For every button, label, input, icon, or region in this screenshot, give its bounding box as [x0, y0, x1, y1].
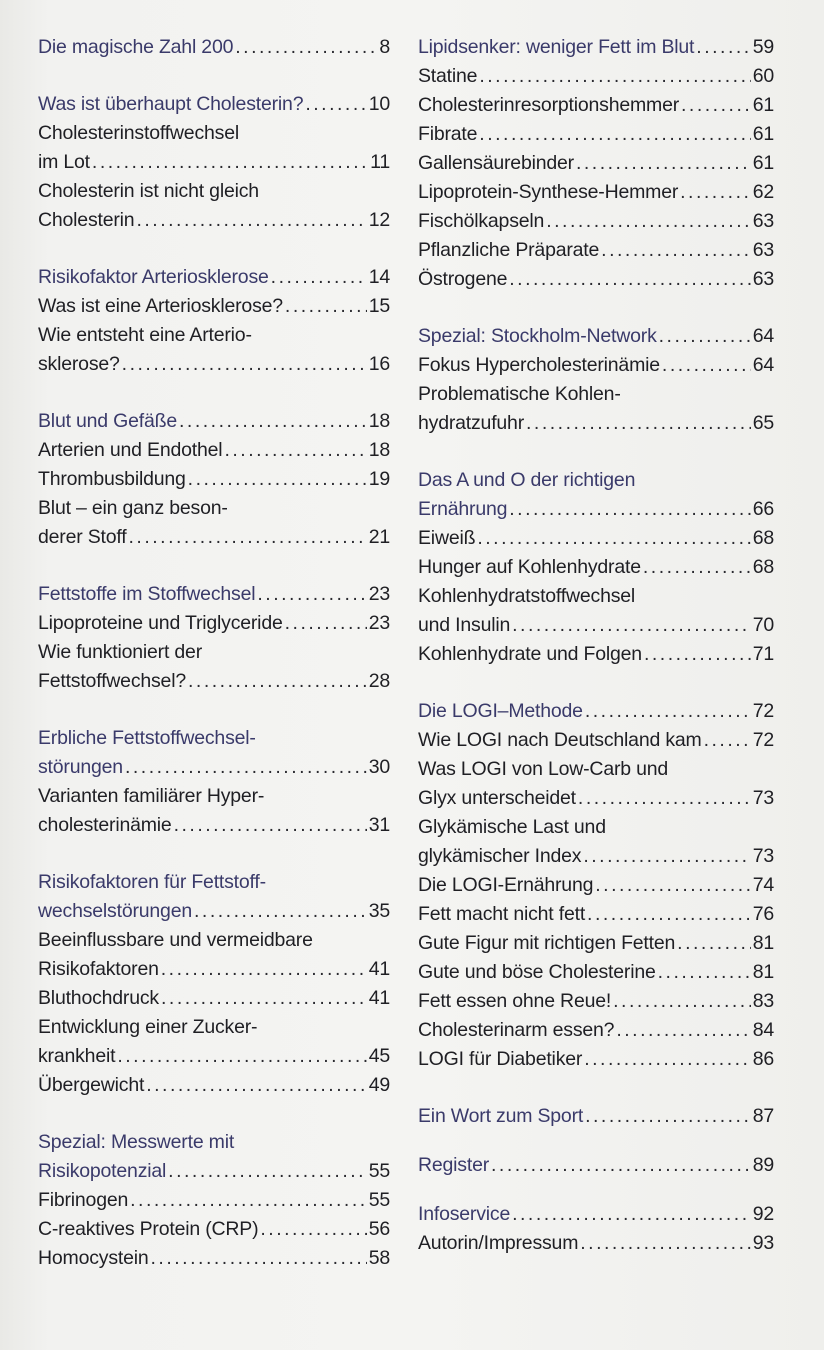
toc-entry-title: im Lot	[38, 151, 90, 173]
toc-entry-title: wechselstörungen	[38, 900, 192, 922]
toc-entry-title: Lipoprotein-Synthese-Hemmer	[418, 181, 679, 203]
toc-page-number: 30	[368, 756, 390, 778]
toc-page-number: 72	[752, 700, 774, 722]
toc-entry	[38, 635, 390, 664]
toc-entry	[418, 781, 774, 810]
toc-entry	[38, 923, 390, 952]
toc-page-number: 92	[752, 1203, 774, 1225]
toc-entry	[38, 1010, 390, 1039]
toc-chapter-entry	[418, 319, 774, 348]
dot-leader	[477, 526, 750, 550]
toc-entry-title: Fischölkapseln	[418, 210, 545, 232]
toc-entry	[418, 926, 774, 955]
dot-leader	[509, 267, 750, 291]
toc-page-number: 41	[368, 958, 390, 980]
dot-leader	[512, 1202, 751, 1226]
toc-entry-title: Fettstoffe im Stoffwechsel	[38, 583, 256, 605]
dot-leader	[188, 467, 367, 491]
toc-entry-title: Fibrinogen	[38, 1189, 129, 1211]
dot-leader	[585, 1104, 751, 1128]
toc-entry	[418, 521, 774, 550]
toc-page-number: 61	[752, 123, 774, 145]
toc-page-number: 87	[752, 1105, 774, 1127]
toc-chapter-entry	[38, 1125, 390, 1154]
toc-chapter-entry	[38, 1154, 390, 1183]
toc-column-right	[418, 30, 774, 1255]
dot-leader	[271, 265, 367, 289]
toc-chapter-entry	[38, 577, 390, 606]
toc-entry	[418, 175, 774, 204]
toc-entry	[418, 262, 774, 291]
toc-page-number: 63	[752, 268, 774, 290]
toc-entry	[38, 289, 390, 318]
toc-entry	[38, 952, 390, 981]
toc-page-number: 74	[752, 874, 774, 896]
toc-page-number: 71	[752, 643, 774, 665]
section-gap	[418, 435, 774, 463]
toc-entry	[418, 348, 774, 377]
toc-page-number: 35	[368, 900, 390, 922]
toc-page-number: 83	[752, 990, 774, 1012]
toc-entry	[38, 520, 390, 549]
dot-leader	[92, 150, 368, 174]
dot-leader	[583, 844, 750, 868]
section-gap	[418, 666, 774, 694]
toc-entry-title: derer Stoff	[38, 526, 127, 548]
toc-page-number: 23	[368, 612, 390, 634]
toc-entry	[38, 462, 390, 491]
toc-page-number: 8	[379, 36, 390, 58]
toc-entry-title: Wie LOGI nach Deutschland kam	[418, 729, 702, 751]
toc-page-number: 23	[368, 583, 390, 605]
toc-entry-title: Wie funktioniert der	[38, 641, 202, 663]
dot-leader	[179, 409, 367, 433]
dot-leader	[578, 786, 751, 810]
dot-leader	[130, 1188, 367, 1212]
toc-page-number: 66	[752, 498, 774, 520]
dot-leader	[117, 1044, 366, 1068]
dot-leader	[122, 352, 367, 376]
toc-entry	[418, 117, 774, 146]
toc-entry-title: Wie entsteht eine Arterio-	[38, 324, 252, 346]
dot-leader	[677, 931, 751, 955]
toc-entry-title: Risikopotenzial	[38, 1160, 167, 1182]
toc-chapter-entry	[418, 463, 774, 492]
toc-page-number: 18	[368, 439, 390, 461]
dot-leader	[136, 208, 366, 232]
dot-leader	[601, 238, 751, 262]
toc-entry-title: Was ist eine Arteriosklerose?	[38, 295, 283, 317]
toc-page-number: 18	[368, 410, 390, 432]
dot-leader	[161, 957, 367, 981]
toc-chapter-entry	[418, 694, 774, 723]
toc-chapter-entry	[38, 750, 390, 779]
dot-leader	[188, 669, 367, 693]
toc-entry-title: glykämischer Index	[418, 845, 582, 867]
toc-entry-title: Fokus Hypercholesterinämie	[418, 354, 660, 376]
toc-entry-title: Übergewicht	[38, 1074, 145, 1096]
toc-entry-title: Glyx unterscheidet	[418, 787, 576, 809]
toc-entry-title: krankheit	[38, 1045, 116, 1067]
toc-entry	[38, 981, 390, 1010]
dot-leader	[285, 611, 367, 635]
toc-page-number: 76	[752, 903, 774, 925]
toc-page-number: 73	[752, 787, 774, 809]
dot-leader	[616, 1018, 750, 1042]
toc-page-number: 59	[752, 36, 774, 58]
dot-leader	[260, 1217, 366, 1241]
toc-entry-title: Gallensäurebinder	[418, 152, 574, 174]
toc-entry-title: C-reaktives Protein (CRP)	[38, 1218, 259, 1240]
toc-page-number: 61	[752, 152, 774, 174]
dot-leader	[587, 902, 751, 926]
toc-entry	[418, 88, 774, 117]
toc-entry	[418, 550, 774, 579]
dot-leader	[696, 35, 750, 59]
toc-entry-title: Cholesterin ist nicht gleich	[38, 180, 259, 202]
toc-entry	[418, 608, 774, 637]
toc-page-number: 55	[368, 1160, 390, 1182]
toc-entry-title: Blut – ein ganz beson-	[38, 497, 228, 519]
toc-chapter-entry	[38, 894, 390, 923]
toc-entry	[418, 984, 774, 1013]
toc-entry-title: Fettstoffwechsel?	[38, 670, 186, 692]
section-gap	[38, 837, 390, 865]
dot-leader	[546, 209, 751, 233]
toc-entry-title: Das A und O der richtigen	[418, 469, 636, 491]
toc-entry-title: Kohlenhydrate und Folgen	[418, 643, 642, 665]
toc-entry-title: Gute und böse Cholesterine	[418, 961, 656, 983]
toc-entry-title: störungen	[38, 756, 123, 778]
dot-leader	[194, 899, 367, 923]
toc-entry-title: Ein Wort zum Sport	[418, 1105, 584, 1127]
section-gap	[418, 1177, 774, 1197]
toc-page-number: 56	[368, 1218, 390, 1240]
toc-entry	[418, 723, 774, 752]
toc-entry	[418, 810, 774, 839]
toc-entry-title: Ernährung	[418, 498, 508, 520]
toc-column-left	[38, 30, 390, 1270]
toc-entry	[418, 1013, 774, 1042]
dot-leader	[151, 1246, 367, 1270]
toc-page-number: 60	[752, 65, 774, 87]
toc-entry	[38, 808, 390, 837]
dot-leader	[285, 294, 367, 318]
toc-entry	[418, 955, 774, 984]
dot-leader	[305, 92, 366, 116]
toc-entry	[38, 174, 390, 203]
toc-page-number: 73	[752, 845, 774, 867]
toc-chapter-entry	[418, 1148, 774, 1177]
dot-leader	[224, 438, 366, 462]
toc-page-number: 31	[368, 814, 390, 836]
toc-entry	[418, 839, 774, 868]
toc-page-number: 93	[752, 1232, 774, 1254]
dot-leader	[658, 960, 751, 984]
dot-leader	[174, 813, 367, 837]
toc-entry	[38, 606, 390, 635]
toc-entry-title: Die LOGI–Methode	[418, 700, 583, 722]
toc-entry	[38, 318, 390, 347]
toc-chapter-entry	[38, 260, 390, 289]
section-gap	[38, 376, 390, 404]
section-gap	[418, 291, 774, 319]
toc-entry	[418, 146, 774, 175]
toc-entry-title: Die magische Zahl 200	[38, 36, 234, 58]
toc-entry-title: Was LOGI von Low-Carb und	[418, 758, 669, 780]
toc-page-number: 68	[752, 556, 774, 578]
dot-leader	[576, 151, 751, 175]
toc-entry	[418, 233, 774, 262]
dot-leader	[491, 1153, 751, 1177]
dot-leader	[680, 180, 751, 204]
toc-page-number: 81	[752, 961, 774, 983]
toc-entry-title: Lipidsenker: weniger Fett im Blut	[418, 36, 695, 58]
section-gap	[418, 1128, 774, 1148]
toc-page-number: 64	[752, 325, 774, 347]
toc-page-number: 55	[368, 1189, 390, 1211]
toc-entry	[38, 1241, 390, 1270]
toc-entry-title: Östrogene	[418, 268, 508, 290]
toc-entry-title: Bluthochdruck	[38, 987, 159, 1009]
section-gap	[38, 232, 390, 260]
toc-entry	[418, 59, 774, 88]
toc-page-number: 10	[368, 93, 390, 115]
toc-entry-title: Fett essen ohne Reue!	[418, 990, 612, 1012]
toc-entry-title: Was ist überhaupt Cholesterin?	[38, 93, 304, 115]
toc-page-number: 65	[752, 412, 774, 434]
toc-page-number: 89	[752, 1154, 774, 1176]
toc-entry	[38, 1212, 390, 1241]
toc-entry-title: Cholesterinarm essen?	[418, 1019, 615, 1041]
toc-entry	[418, 637, 774, 666]
toc-page-number: 61	[752, 94, 774, 116]
toc-entry-title: Risikofaktoren für Fettstoff-	[38, 871, 266, 893]
toc-page-number: 70	[752, 614, 774, 636]
toc-page-number: 63	[752, 210, 774, 232]
toc-entry	[38, 1183, 390, 1212]
dot-leader	[644, 642, 751, 666]
toc-entry-title: hydratzufuhr	[418, 412, 524, 434]
toc-entry-title: Risikofaktoren	[38, 958, 159, 980]
toc-entry-title: Thrombusbildung	[38, 468, 186, 490]
toc-entry	[418, 579, 774, 608]
toc-entry	[418, 204, 774, 233]
dot-leader	[125, 755, 367, 779]
toc-entry-title: cholesterinämie	[38, 814, 172, 836]
toc-entry	[418, 377, 774, 406]
toc-entry-title: Risikofaktor Arteriosklerose	[38, 266, 269, 288]
toc-chapter-entry	[418, 30, 774, 59]
toc-page-number: 86	[752, 1048, 774, 1070]
toc-chapter-entry	[418, 1197, 774, 1226]
dot-leader	[613, 989, 751, 1013]
dot-leader	[129, 525, 367, 549]
toc-page-number: 12	[368, 209, 390, 231]
toc-page-number: 19	[368, 468, 390, 490]
section-gap	[38, 693, 390, 721]
toc-entry	[38, 664, 390, 693]
toc-chapter-entry	[38, 87, 390, 116]
toc-entry	[38, 203, 390, 232]
toc-page-number: 16	[368, 353, 390, 375]
toc-entry-title: Problematische Kohlen-	[418, 383, 621, 405]
toc-entry-title: Hunger auf Kohlenhydrate	[418, 556, 641, 578]
toc-page-number: 11	[370, 151, 390, 173]
toc-entry	[38, 347, 390, 376]
toc-entry-title: Pflanzliche Präparate	[418, 239, 600, 261]
toc-entry	[418, 897, 774, 926]
toc-entry-title: Glykämische Last und	[418, 816, 606, 838]
toc-entry-title: sklerose?	[38, 353, 120, 375]
toc-page-number: 84	[752, 1019, 774, 1041]
toc-entry-title: Varianten familiärer Hyper-	[38, 785, 265, 807]
toc-entry-title: Kohlenhydratstoffwechsel	[418, 585, 636, 607]
toc-page-number: 63	[752, 239, 774, 261]
toc-page-number: 14	[368, 266, 390, 288]
toc-entry-title: LOGI für Diabetiker	[418, 1048, 583, 1070]
toc-entry-title: Gute Figur mit richtigen Fetten	[418, 932, 676, 954]
dot-leader	[257, 582, 366, 606]
toc-entry-title: Lipoproteine und Triglyceride	[38, 612, 283, 634]
toc-entry-title: Spezial: Messwerte mit	[38, 1131, 235, 1153]
toc-chapter-entry	[38, 865, 390, 894]
toc-page-number: 81	[752, 932, 774, 954]
toc-entry	[38, 433, 390, 462]
toc-entry-title: Eiweiß	[418, 527, 476, 549]
toc-page-number: 68	[752, 527, 774, 549]
section-gap	[38, 549, 390, 577]
toc-entry	[38, 779, 390, 808]
toc-page-number: 64	[752, 354, 774, 376]
dot-leader	[659, 324, 751, 348]
toc-entry-title: Die LOGI-Ernährung	[418, 874, 594, 896]
dot-leader	[235, 35, 377, 59]
dot-leader	[681, 93, 751, 117]
dot-leader	[479, 122, 750, 146]
toc-entry-title: Fett macht nicht fett	[418, 903, 586, 925]
dot-leader	[584, 1047, 751, 1071]
toc-entry-title: Cholesterinresorptionshemmer	[418, 94, 680, 116]
dot-leader	[704, 728, 751, 752]
toc-chapter-entry	[38, 404, 390, 433]
dot-leader	[526, 411, 751, 435]
dot-leader	[643, 555, 751, 579]
toc-entry	[38, 116, 390, 145]
dot-leader	[168, 1159, 367, 1183]
toc-entry	[38, 491, 390, 520]
toc-entry-title: Erbliche Fettstoffwechsel-	[38, 727, 256, 749]
toc-page-number: 45	[368, 1045, 390, 1067]
dot-leader	[662, 353, 751, 377]
toc-chapter-entry	[418, 492, 774, 521]
dot-leader	[146, 1073, 367, 1097]
dot-leader	[580, 1231, 750, 1255]
toc-chapter-entry	[418, 1099, 774, 1128]
toc-entry-title: Homocystein	[38, 1247, 149, 1269]
toc-page-number: 28	[368, 670, 390, 692]
dot-leader	[595, 873, 750, 897]
toc-entry	[418, 752, 774, 781]
toc-entry-title: Spezial: Stockholm-Network	[418, 325, 657, 347]
toc-entry-title: Fibrate	[418, 123, 478, 145]
toc-page-number: 41	[368, 987, 390, 1009]
toc-entry-title: Register	[418, 1154, 490, 1176]
toc-entry-title: Cholesterin	[38, 209, 135, 231]
toc-entry	[418, 1042, 774, 1071]
toc-entry-title: Beeinflussbare und vermeidbare	[38, 929, 313, 951]
toc-entry-title: Arterien und Endothel	[38, 439, 223, 461]
toc-page-number: 62	[752, 181, 774, 203]
dot-leader	[509, 497, 750, 521]
dot-leader	[479, 64, 750, 88]
toc-page-number: 58	[368, 1247, 390, 1269]
toc-chapter-entry	[38, 721, 390, 750]
toc-entry-title: Infoservice	[418, 1203, 511, 1225]
toc-entry-title: Blut und Gefäße	[38, 410, 178, 432]
toc-entry	[418, 1226, 774, 1255]
toc-page-number: 15	[368, 295, 390, 317]
toc-page-number: 49	[368, 1074, 390, 1096]
toc-entry	[418, 406, 774, 435]
dot-leader	[585, 699, 751, 723]
toc-chapter-entry	[38, 30, 390, 59]
dot-leader	[512, 613, 751, 637]
section-gap	[418, 1071, 774, 1099]
toc-entry-title: Cholesterinstoffwechsel	[38, 122, 239, 144]
toc-entry	[38, 1039, 390, 1068]
toc-entry-title: Entwicklung einer Zucker-	[38, 1016, 258, 1038]
toc-entry	[38, 1068, 390, 1097]
toc-entry	[418, 868, 774, 897]
section-gap	[38, 59, 390, 87]
section-gap	[38, 1097, 390, 1125]
dot-leader	[161, 986, 367, 1010]
toc-entry-title: Statine	[418, 65, 478, 87]
toc-entry	[38, 145, 390, 174]
toc-entry-title: und Insulin	[418, 614, 511, 636]
toc-page-number: 72	[752, 729, 774, 751]
toc-page-number: 21	[368, 526, 390, 548]
toc-entry-title: Autorin/Impressum	[418, 1232, 579, 1254]
